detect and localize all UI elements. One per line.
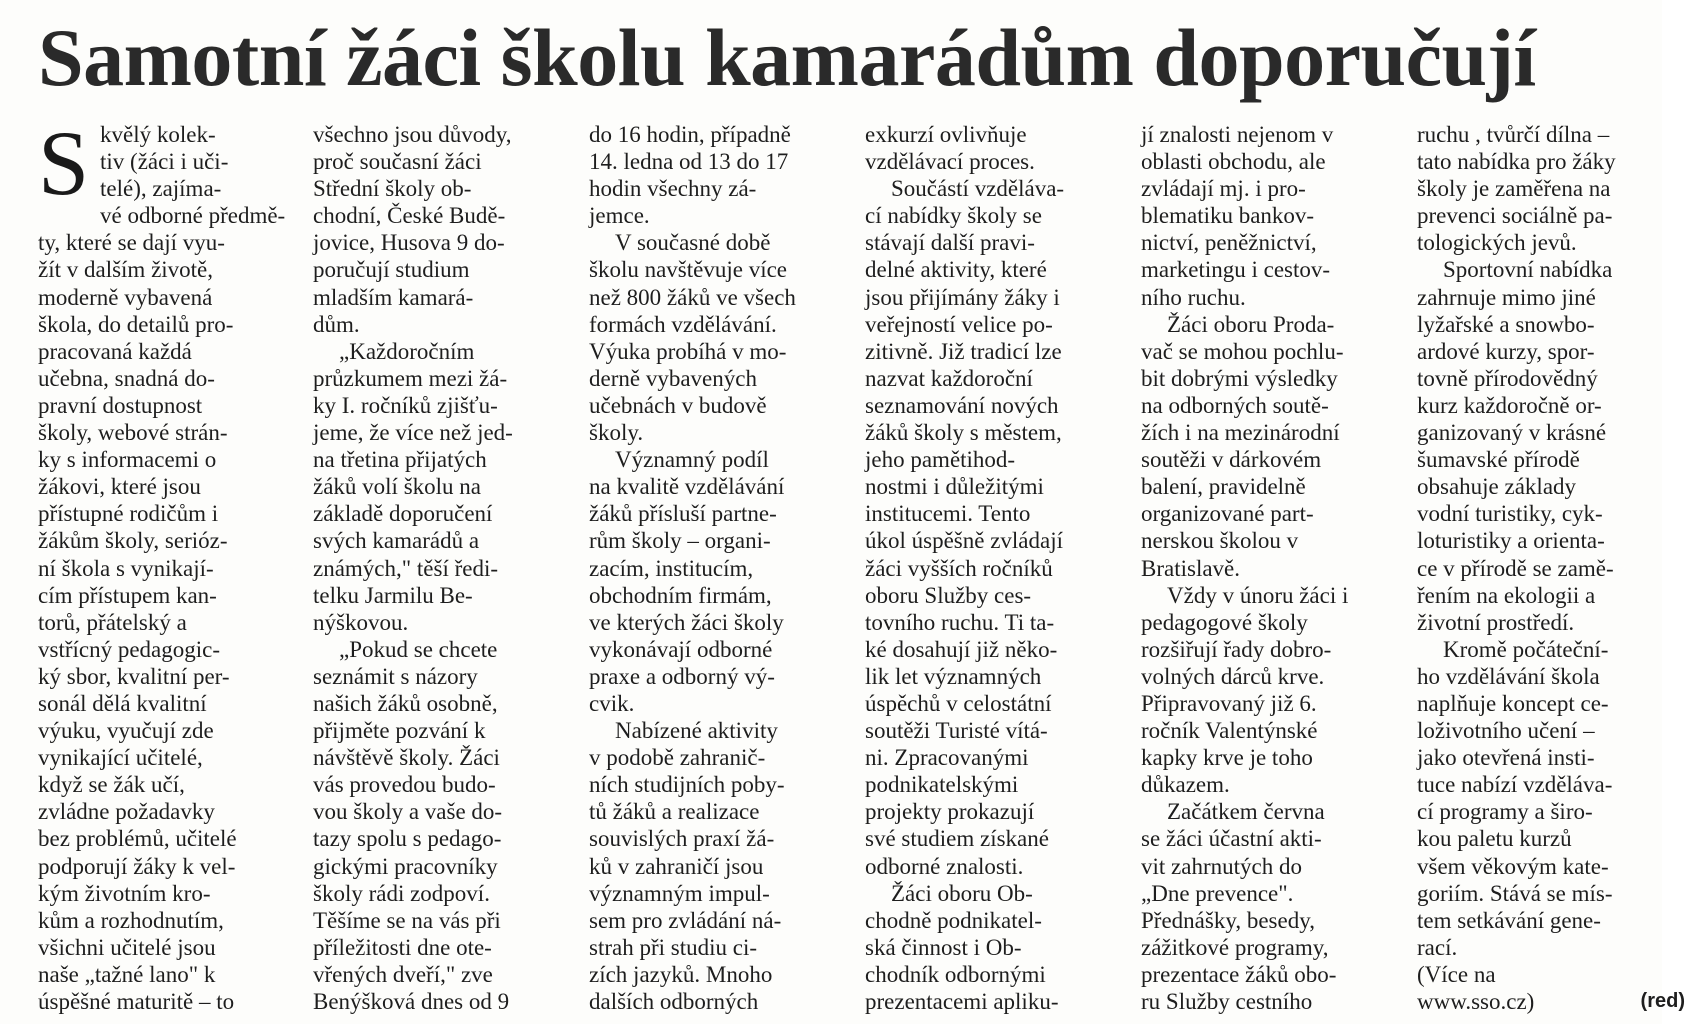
- text-line: na třetina přijatých: [313, 447, 487, 473]
- article-column-6: [1417, 121, 1685, 1021]
- text-line: na kvalitě vzdělávání: [589, 474, 785, 500]
- text-line: životní prostředí.: [1417, 609, 1575, 635]
- text-line: 14. ledna od 13 do 17: [589, 149, 789, 175]
- text-line: školy.: [589, 420, 644, 446]
- text-line: bit dobrými výsledky: [1141, 365, 1338, 391]
- text-line: rům školy – organi-: [589, 528, 771, 554]
- text-line: všichni učitelé jsou: [38, 934, 216, 960]
- text-line: loturistiky a orienta-: [1417, 528, 1605, 554]
- text-line: sonál dělá kvalitní: [38, 690, 207, 716]
- text-line: návštěvě školy. Žáci: [313, 745, 500, 771]
- text-line: svých kamarádů a: [313, 528, 480, 554]
- text-line: se žáci účastní akti-: [1141, 826, 1322, 852]
- text-line: nazvat každoroční: [865, 365, 1033, 391]
- text-line: kapky krve je toho: [1141, 745, 1313, 771]
- text-line: školu navštěvuje více: [589, 257, 788, 283]
- text-line: zážitkové programy,: [1141, 934, 1329, 960]
- article-column-3: [589, 121, 857, 1021]
- text-line: úkol úspěšně zvládají: [865, 528, 1064, 554]
- text-line: nostmi i důležitými: [865, 474, 1044, 500]
- text-line: oboru Služby ces-: [865, 582, 1032, 608]
- text-line: učebna, snadná do-: [38, 365, 215, 391]
- text-line: Žáci oboru Ob-: [891, 880, 1033, 906]
- text-line: nýškovou.: [313, 609, 409, 635]
- text-line: tuce nabízí vzděláva-: [1417, 772, 1613, 798]
- text-line: Sportovní nabídka: [1443, 257, 1613, 283]
- text-line: hodin všechny zá-: [589, 176, 757, 202]
- text-line: jako otevřená insti-: [1417, 745, 1595, 771]
- text-line: institucemi. Tento: [865, 501, 1031, 527]
- text-line: vřených dveří," zve: [313, 961, 493, 987]
- text-line: Vždy v únoru žáci i: [1167, 582, 1349, 608]
- text-line: dalších odborných: [589, 989, 759, 1014]
- text-line: školy, webové strán-: [38, 420, 228, 446]
- text-line: všem věkovým kate-: [1417, 853, 1609, 879]
- text-line: rozšiřují řady dobro-: [1141, 636, 1332, 662]
- text-line: organizované part-: [1141, 501, 1314, 527]
- text-line: šumavské přírodě: [1417, 447, 1580, 473]
- text-line: soutěži Turisté vítá-: [865, 718, 1048, 744]
- text-line: Významný podíl: [615, 447, 769, 473]
- closing-line: [1417, 988, 1685, 1015]
- text-line: exkurzí ovlivňuje: [865, 122, 1027, 147]
- text-line: tovně přírodovědný: [1417, 365, 1598, 391]
- text-line: na odborných soutě-: [1141, 392, 1329, 418]
- text-line: oblasti obchodu, ale: [1141, 149, 1326, 175]
- text-line: učebnách v budově: [589, 392, 767, 418]
- text-line: jemce.: [589, 203, 650, 229]
- text-line: pedagogové školy: [1141, 609, 1308, 635]
- text-line: ardové kurzy, spor-: [1417, 338, 1595, 364]
- drop-cap: S: [38, 112, 90, 214]
- text-line: souvislých praxí žá-: [589, 826, 775, 852]
- text-line: ty, které se dají vyu-: [38, 230, 225, 256]
- text-line: podnikatelskými: [865, 772, 1019, 798]
- text-line: jeho pamětihod-: [865, 447, 1016, 473]
- text-line: zvládají mj. i pro-: [1141, 176, 1306, 202]
- text-line: zích jazyků. Mnoho: [589, 961, 773, 987]
- text-line: vé odborné předmě-: [100, 203, 286, 229]
- text-line: derně vybavených: [589, 365, 757, 391]
- text-line: jeme, že více než jed-: [313, 420, 513, 446]
- text-line: žákovi, které jsou: [38, 474, 201, 500]
- text-line: kům a rozhodnutím,: [38, 907, 224, 933]
- text-line: naše „tažné lano" k: [38, 961, 216, 987]
- text-line: strah při studiu ci-: [589, 934, 757, 960]
- text-line: marketingu i cestov-: [1141, 257, 1331, 283]
- text-line: zitivně. Již tradicí lze: [865, 338, 1062, 364]
- text-line: Součástí vzděláva-: [891, 176, 1065, 202]
- text-line: ky s informacemi o: [38, 447, 217, 473]
- text-line: úspěšné maturitě – to: [38, 989, 235, 1014]
- text-line: než 800 žáků ve všech: [589, 284, 796, 310]
- text-line: vykonávají odborné: [589, 636, 773, 662]
- text-line: praxe a odborný vý-: [589, 663, 775, 689]
- text-line: torů, přátelský a: [38, 609, 187, 635]
- text-line: vzdělávací proces.: [865, 149, 1035, 175]
- text-line: základě doporučení: [313, 501, 493, 527]
- text-line: žích i na mezinárodní: [1141, 420, 1340, 446]
- text-line: Benýšková dnes od 9: [313, 989, 510, 1014]
- article-column-5: [1141, 121, 1409, 1021]
- article-column-1: [38, 112, 306, 1021]
- text-line: nerskou školou v: [1141, 528, 1299, 554]
- text-line: tiv (žáci i uči-: [100, 149, 229, 175]
- text-line: chodně podnikatel-: [865, 907, 1042, 933]
- text-line: V současné době: [615, 230, 771, 256]
- text-line: prezentacemi apliku-: [865, 989, 1059, 1014]
- text-line: „Každoročním: [339, 338, 475, 364]
- text-line: rací.: [1417, 934, 1458, 960]
- text-line: významným impul-: [589, 880, 770, 906]
- text-line: odborné znalosti.: [865, 853, 1024, 879]
- text-line: Začátkem června: [1167, 799, 1325, 825]
- text-line: telé), zajíma-: [100, 176, 222, 202]
- text-line: ho vzdělávání škola: [1417, 663, 1600, 689]
- text-line: gickými pracovníky: [313, 853, 498, 879]
- text-line: vou školy a vaše do-: [313, 799, 503, 825]
- text-line: jí znalosti nejenom v: [1141, 122, 1334, 147]
- text-line: přijměte pozvání k: [313, 718, 486, 744]
- text-line: sem pro zvládání ná-: [589, 907, 782, 933]
- text-line: Bratislavě.: [1141, 555, 1240, 581]
- text-line: školy rádi zodpoví.: [313, 880, 490, 906]
- text-line: Připravovaný již 6.: [1141, 690, 1317, 716]
- text-line: volných dárců krve.: [1141, 663, 1325, 689]
- article-column-4: [865, 121, 1133, 1021]
- text-line: přístupné rodičům i: [38, 501, 219, 527]
- text-line: vodní turistiky, cyk-: [1417, 501, 1603, 527]
- text-line: školy je zaměřena na: [1417, 176, 1611, 202]
- text-line: Kromě počáteční-: [1443, 636, 1609, 662]
- text-line: žáků přísluší partne-: [589, 501, 777, 527]
- text-line: tologických jevů.: [1417, 230, 1577, 256]
- text-line: kvělý kolek-: [100, 122, 216, 147]
- text-line: žáků školy s městem,: [865, 420, 1062, 446]
- text-line: jsou přijímány žáky i: [865, 284, 1060, 310]
- text-line: ků v zahraničí jsou: [589, 853, 764, 879]
- text-line: ru Služby cestního: [1141, 989, 1313, 1014]
- text-line: goriím. Stává se mís-: [1417, 880, 1613, 906]
- text-line: „Dne prevence".: [1141, 880, 1294, 906]
- text-line: soutěži v dárkovém: [1141, 447, 1322, 473]
- text-line: důkazem.: [1141, 772, 1230, 798]
- text-line: vit zahrnutých do: [1141, 853, 1302, 879]
- text-line: prevenci sociálně pa-: [1417, 203, 1613, 229]
- text-line: balení, pravidelně: [1141, 474, 1306, 500]
- text-line: ní škola s vynikají-: [38, 555, 214, 581]
- text-line: blematiku bankov-: [1141, 203, 1315, 229]
- text-line: své studiem získané: [865, 826, 1049, 852]
- text-line: řením na ekologii a: [1417, 582, 1596, 608]
- text-line: ve kterých žáci školy: [589, 609, 784, 635]
- text-line: pracovaná každá: [38, 338, 192, 364]
- text-line: kým životním kro-: [38, 880, 211, 906]
- text-line: seznamování nových: [865, 392, 1059, 418]
- text-line: ké dosahují již něko-: [865, 636, 1058, 662]
- text-line: ruchu , tvůrčí dílna –: [1417, 122, 1610, 147]
- text-line: ního ruchu.: [1141, 284, 1246, 310]
- text-line: mladším kamará-: [313, 284, 474, 310]
- text-line: cí nabídky školy se: [865, 203, 1042, 229]
- text-line: seznámit s názory: [313, 663, 478, 689]
- text-line: lik let významných: [865, 663, 1042, 689]
- text-line: průzkumem mezi žá-: [313, 365, 508, 391]
- text-line: kou paletu kurzů: [1417, 826, 1572, 852]
- text-line: „Pokud se chcete: [339, 636, 498, 662]
- text-line: naplňuje koncept ce-: [1417, 690, 1609, 716]
- text-line: příležitosti dne ote-: [313, 934, 492, 960]
- text-line: zvládne požadavky: [38, 799, 215, 825]
- text-line: obchodním firmám,: [589, 582, 772, 608]
- text-line: veřejností velice po-: [865, 311, 1053, 337]
- text-line: známých," těší ředi-: [313, 555, 499, 581]
- text-line: když se žák učí,: [38, 772, 185, 798]
- text-line: ni. Zpracovanými: [865, 745, 1029, 771]
- text-line: vač se mohou pochlu-: [1141, 338, 1344, 364]
- text-line: Žáci oboru Proda-: [1167, 311, 1335, 337]
- article-column-2: [313, 121, 581, 1021]
- text-line: zacím, institucím,: [589, 555, 754, 581]
- text-line: cvik.: [589, 690, 635, 716]
- text-line: vynikající učitelé,: [38, 745, 203, 771]
- text-line: Střední školy ob-: [313, 176, 472, 202]
- article-body: [38, 112, 1685, 1021]
- text-line: prezentace žáků obo-: [1141, 961, 1337, 987]
- text-line: dům.: [313, 311, 360, 337]
- text-line: v podobě zahranič-: [589, 745, 766, 771]
- article-headline: Samotní žáci školu kamarádům doporučují: [38, 12, 1536, 103]
- text-line: výuku, vyučují zde: [38, 718, 214, 744]
- text-line: cím přístupem kan-: [38, 582, 217, 608]
- text-line: podporují žáky k vel-: [38, 853, 236, 879]
- text-line: Přednášky, besedy,: [1141, 907, 1315, 933]
- text-line: tazy spolu s pedago-: [313, 826, 502, 852]
- text-line: Nabízené aktivity: [615, 718, 778, 744]
- text-line: ganizovaný v krásné: [1417, 420, 1607, 446]
- text-line: našich žáků osobně,: [313, 690, 498, 716]
- text-line: stávají další pravi-: [865, 230, 1035, 256]
- text-line: telku Jarmilu Be-: [313, 582, 473, 608]
- text-line: žákům školy, serióz-: [38, 528, 228, 554]
- text-line: žít v dalším životě,: [38, 257, 214, 283]
- text-line: tovního ruchu. Ti ta-: [865, 609, 1055, 635]
- text-line: bez problémů, učitelé: [38, 826, 237, 852]
- text-line: proč současní žáci: [313, 149, 482, 175]
- text-line: všechno jsou důvody,: [313, 122, 512, 147]
- text-line: žáků volí školu na: [313, 474, 481, 500]
- text-line: tů žáků a realizace: [589, 799, 760, 825]
- text-line: ská činnost i Ob-: [865, 934, 1022, 960]
- text-line: poručují studium: [313, 257, 470, 283]
- text-line: Těšíme se na vás při: [313, 907, 501, 933]
- text-line: ký sbor, kvalitní per-: [38, 663, 230, 689]
- text-line: ročník Valentýnské: [1141, 718, 1318, 744]
- text-line: vstřícný pedagogic-: [38, 636, 221, 662]
- text-line: ce v přírodě se zamě-: [1417, 555, 1614, 581]
- text-line: formách vzdělávání.: [589, 311, 777, 337]
- text-line: chodní, České Budě-: [313, 203, 506, 229]
- text-line: loživotního učení –: [1417, 718, 1595, 744]
- text-line: ky I. ročníků zjišťu-: [313, 392, 498, 418]
- text-line: nictví, peněžnictví,: [1141, 230, 1317, 256]
- author-signature: (red): [1640, 990, 1685, 1012]
- text-line: kurz každoročně or-: [1417, 392, 1602, 418]
- text-line: obsahuje základy: [1417, 474, 1577, 500]
- text-line: Výuka probíhá v mo-: [589, 338, 787, 364]
- text-line: chodník odbornými: [865, 961, 1046, 987]
- text-line: moderně vybavená: [38, 284, 213, 310]
- text-line: žáci vyšších ročníků: [865, 555, 1053, 581]
- text-line: jovice, Husova 9 do-: [313, 230, 505, 256]
- text-line: (Více na: [1417, 961, 1496, 987]
- text-line: ních studijních poby-: [589, 772, 785, 798]
- text-line: delné aktivity, které: [865, 257, 1047, 283]
- text-line: tato nabídka pro žáky: [1417, 149, 1616, 175]
- text-line: úspěchů v celostátní: [865, 690, 1052, 716]
- website-link[interactable]: www.sso.cz): [1417, 989, 1535, 1014]
- text-line: zahrnuje mimo jiné: [1417, 284, 1596, 310]
- text-line: projekty prokazují: [865, 799, 1035, 825]
- text-line: tem setkávání gene-: [1417, 907, 1601, 933]
- text-line: škola, do detailů pro-: [38, 311, 234, 337]
- text-line: vás provedou budo-: [313, 772, 496, 798]
- text-line: lyžařské a snowbo-: [1417, 311, 1595, 337]
- text-line: pravní dostupnost: [38, 392, 203, 418]
- text-line: cí programy a širo-: [1417, 799, 1593, 825]
- text-line: do 16 hodin, případně: [589, 122, 791, 147]
